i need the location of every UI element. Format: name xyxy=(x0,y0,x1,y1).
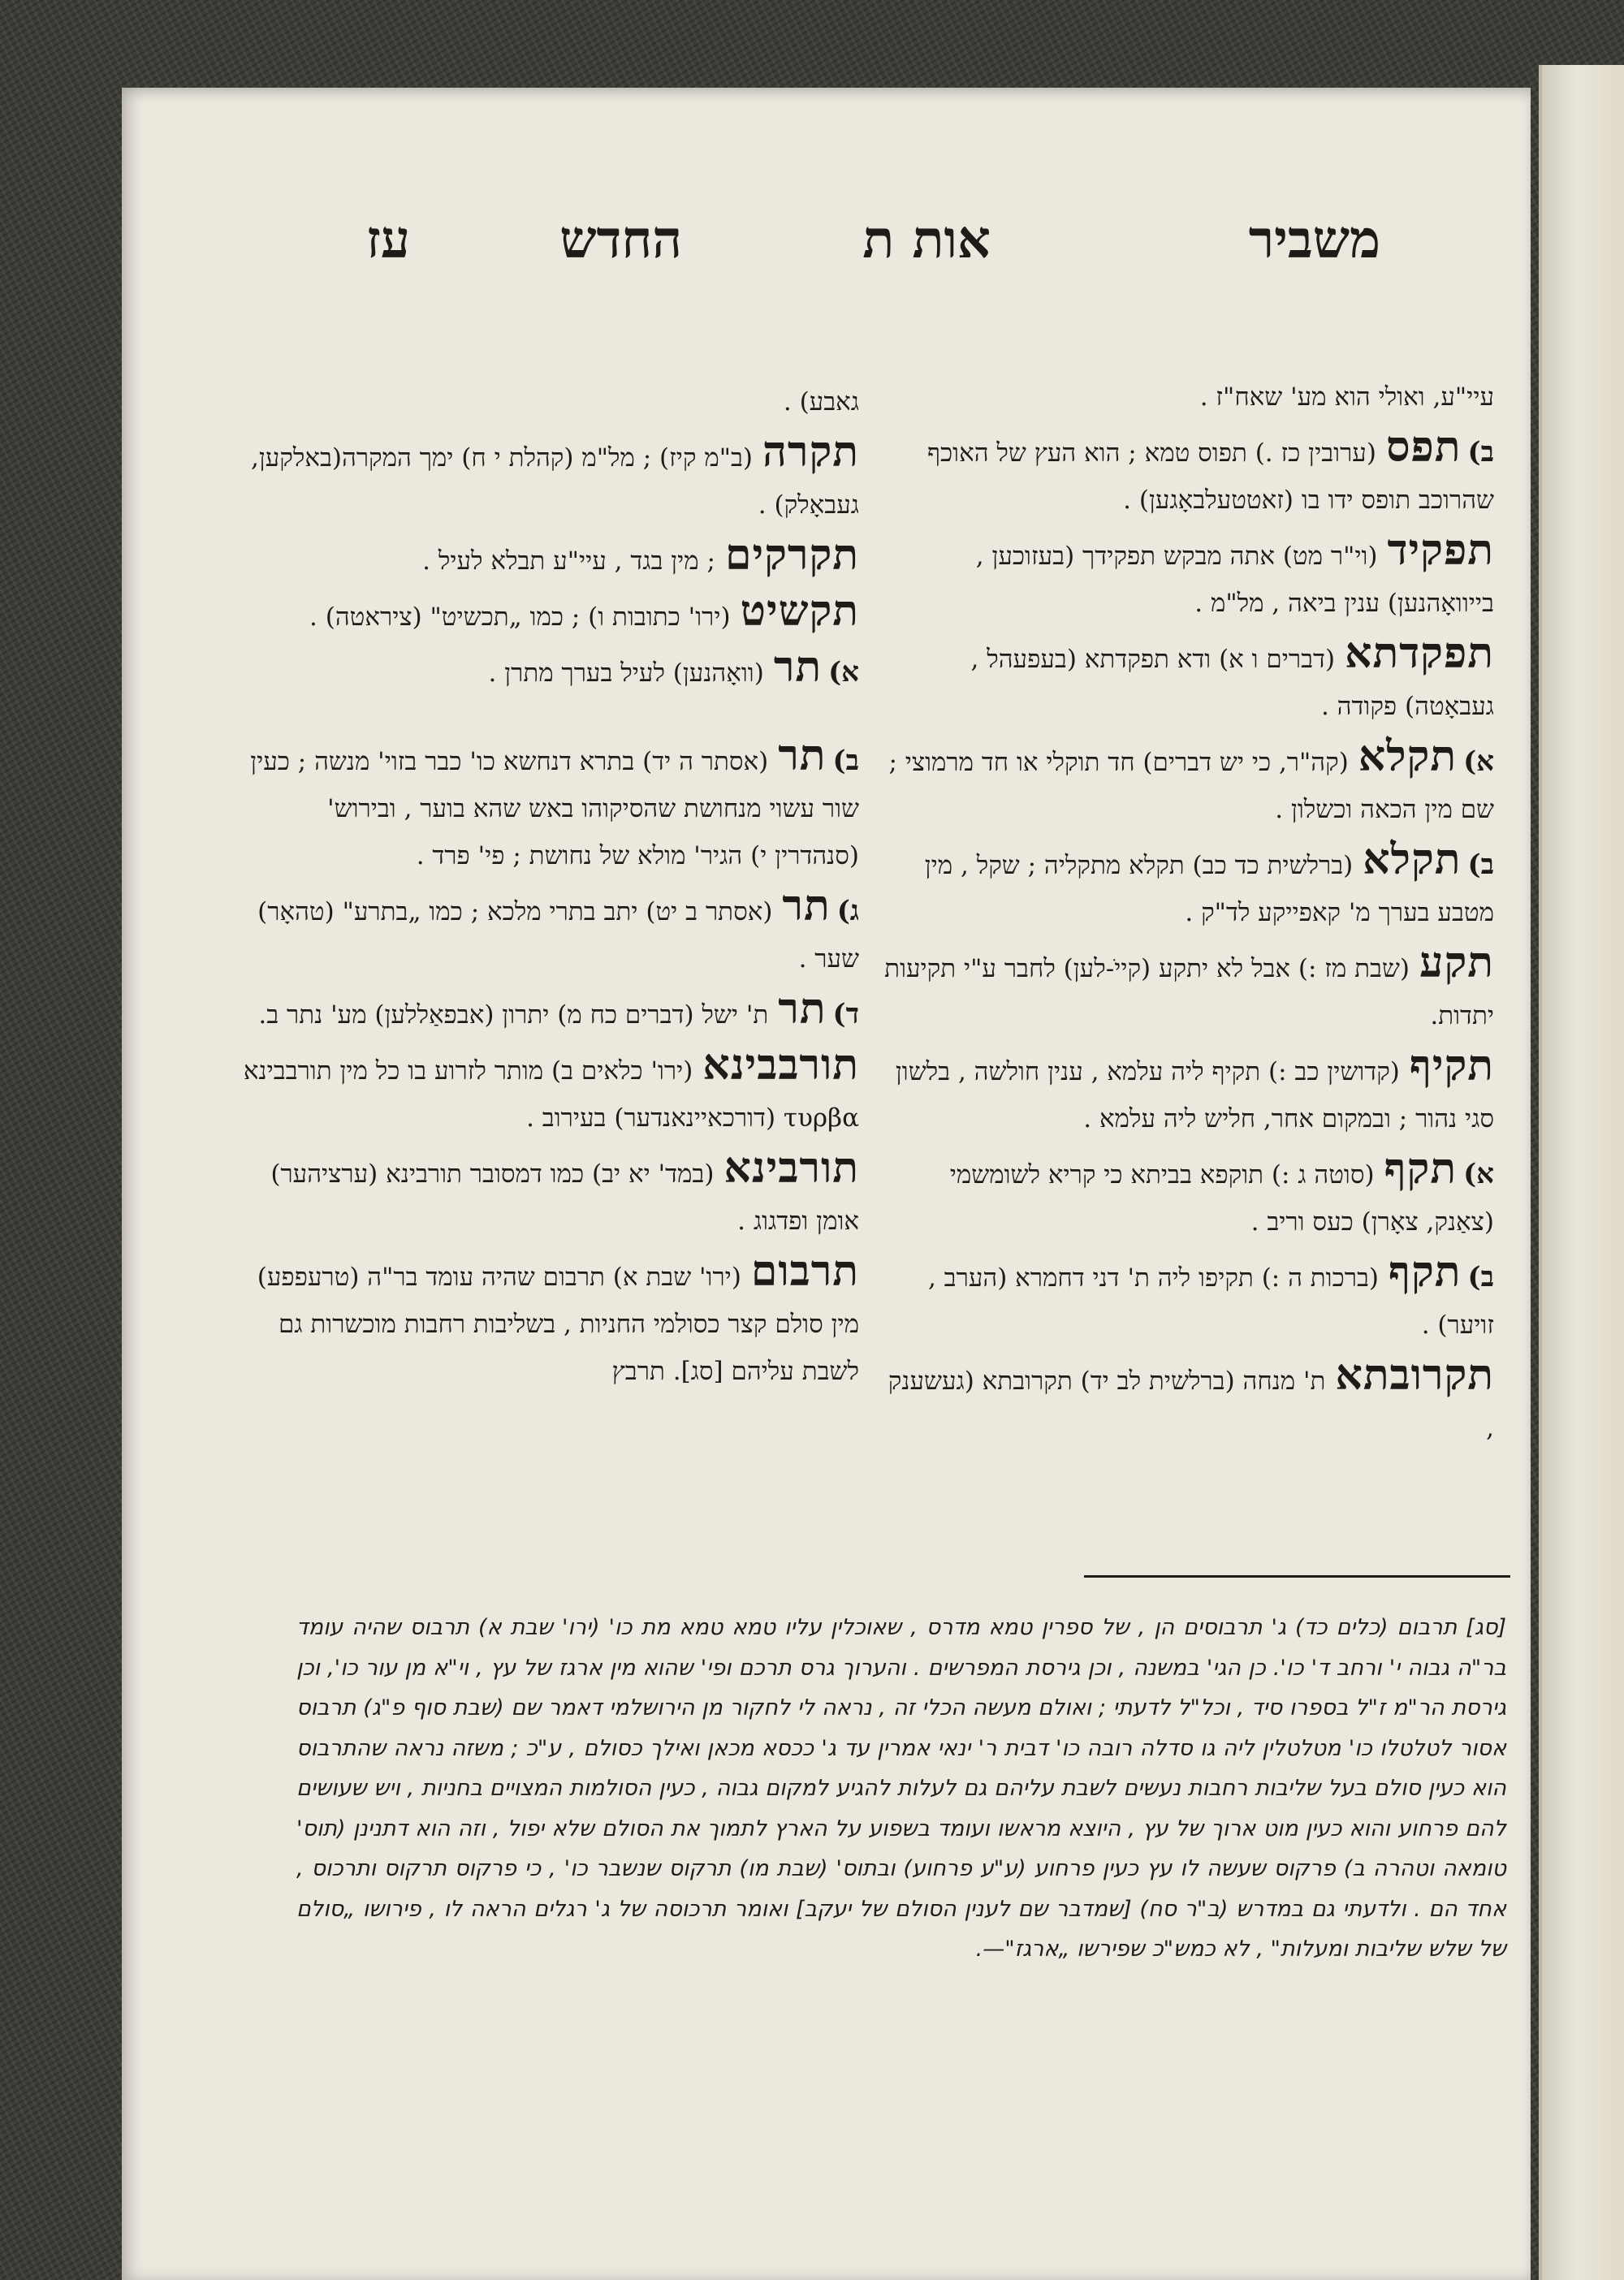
right-column xyxy=(881,374,1494,1455)
entry-definition: (וי"ר מט) אתה מבקש תפקידך (בעזוכען , בייוואָהנען) ענין ביאה , מל"מ . xyxy=(975,542,1494,618)
dictionary-entry xyxy=(242,532,859,585)
dictionary-entry xyxy=(881,1043,1494,1142)
entry-definition: (ירו' כתובות ו) ; כמו „תכשיט" (ציראטה) . xyxy=(309,602,731,632)
dictionary-entry xyxy=(881,939,1494,1039)
dictionary-entry xyxy=(881,630,1494,730)
dictionary-entry xyxy=(881,527,1494,627)
continued-text: גאבע) . xyxy=(783,387,859,417)
entry-headword: תקרקים xyxy=(725,530,859,580)
entry-headword: תפס xyxy=(1385,422,1462,472)
entry-headword: תקשיט xyxy=(740,586,859,636)
entry-definition: (קדושין כב :) תקיף ליה עלמא , ענין חולשה , בלשון סגי נהור ; ובמקום אחר, חליש ליה עלמא . xyxy=(895,1057,1494,1134)
dictionary-entry xyxy=(881,1146,1494,1246)
entry-headword: תקלא xyxy=(1363,835,1462,884)
entry-number: ב) xyxy=(1467,1261,1494,1293)
entry-number: ב) xyxy=(1467,436,1494,469)
entry-headword: תקלא xyxy=(1358,732,1458,781)
entry-gap xyxy=(242,700,859,732)
entry-headword: תקרובתא xyxy=(1335,1350,1494,1400)
entry-headword: תר xyxy=(778,984,827,1034)
entry-number: ב) xyxy=(832,745,859,777)
entry-headword: תקף xyxy=(1384,1144,1458,1194)
dictionary-entry xyxy=(242,588,859,641)
dictionary-entry xyxy=(242,429,859,529)
entry-headword: תפקדתא xyxy=(1345,628,1494,678)
entry-definition: (ברלשית כד כב) תקלא מתקליה ; שקל , מין מטבע בערך מ' קאפייקע לד"ק . xyxy=(924,851,1494,927)
entry-headword: תקע xyxy=(1419,938,1494,987)
entry-number: א) xyxy=(1463,745,1494,778)
entry-definition: (ירו' כלאים ב) מותר לזרוע בו כל מין תורבבינא τυρβα (דורכאיינאנדער) בעירוב . xyxy=(243,1056,859,1133)
entry-number: א) xyxy=(1463,1158,1494,1190)
entry-definition: (קה"ר, כי יש דברים) חד תוקלי או חד מרמוצי ; שם מין הכאה וכשלון . xyxy=(888,748,1494,824)
continued-text: עיי"ע, ואולי הוא מע' שאח"ז . xyxy=(1199,382,1494,412)
running-header xyxy=(309,200,1380,289)
entry-definition: (במד' יא יב) כמו דמסובר תורבינא (ערציהער) אומן ופדגוג . xyxy=(270,1159,859,1236)
dictionary-entry xyxy=(881,1249,1494,1349)
footnote-divider xyxy=(1084,1575,1510,1578)
dictionary-entry xyxy=(242,644,859,697)
dictionary-entry xyxy=(881,733,1494,833)
entry-definition: (דברים ו א) ודא תפקדתא (בעפעהל , געבאָטה) פקודה . xyxy=(970,645,1494,721)
entry-definition: ת' ישל (דברים כח מ) יתרון (אבפאַללען) מע' נתר ב. xyxy=(258,1000,769,1030)
dictionary-entry xyxy=(242,1042,859,1142)
book-subtitle: החדש xyxy=(559,209,682,270)
entry-headword: תפקיד xyxy=(1387,525,1494,575)
entry-headword: תר xyxy=(782,881,831,931)
book-page xyxy=(122,88,1531,2280)
entry-definition: ; מין בגד , עיי"ע תבלא לעיל . xyxy=(422,546,715,576)
dictionary-entry xyxy=(242,1145,859,1245)
entry-definition: (ב"מ קיז) ; מל"מ (קהלת י ח) ימך המקרה(באלקען, געבאָלק) . xyxy=(250,443,859,520)
entry-number: ב) xyxy=(1467,849,1494,881)
entry-headword: תרבום xyxy=(750,1246,859,1296)
page-number: עז xyxy=(365,209,410,270)
book-title: משביר xyxy=(1248,209,1380,270)
dictionary-entry xyxy=(242,1248,859,1395)
dictionary-entry xyxy=(242,986,859,1039)
left-column xyxy=(242,378,859,1398)
entry-definition: (סוטה ג :) תוקפא בביתא כי קריא לשומשמי (צאַנק, צאָרן) כעס וריב . xyxy=(949,1160,1494,1237)
dictionary-entry xyxy=(242,732,859,879)
entry-number: ד) xyxy=(832,998,859,1030)
entry-definition: (אסתר ה יד) בתרא דנחשא כו' כבר בזוי' מנשה ; כעין שור עשוי מנחושת שהסיקוהו באש שהא בוער , ובירוש' (סנהדרין י) הגיר' מולא של נחושת ; פי' פרד . xyxy=(250,747,859,870)
entry-definition: (ברכות ה :) תקיפו ליה ת' דני דחמרא (הערב , זויער) . xyxy=(927,1263,1494,1340)
section-title: אות ת xyxy=(862,209,991,270)
entry-definition: (אסתר ב יט) יתב בתרי מלכא ; כמו „בתרע" (טהאָר) שער . xyxy=(257,897,859,974)
entry-headword: תר xyxy=(778,731,827,780)
entry-definition: (ירו' שבת א) תרבום שהיה עומד בר"ה (טרעפפע) מין סולם קצר כסולמי החניות , בשליבות רחבות מוכשרות גם לשבת עליהם [סג]. תרבץ xyxy=(257,1263,859,1386)
entry-headword: תר xyxy=(773,642,823,692)
dictionary-entry xyxy=(242,883,859,982)
entry-definition: (ערובין כז .) תפוס טמא ; הוא העץ של האוכף שהרוכב תופס ידו בו (זאטטעלבאָגען) . xyxy=(926,438,1494,515)
entry-definition: (וואָהנען) לעיל בערך מתרן . xyxy=(488,659,764,688)
next-page-edge xyxy=(1539,65,1624,2280)
entry-definition: ת' מנחה (ברלשית לב יד) תקרובתא (געשענק , xyxy=(888,1367,1494,1443)
entry-headword: תורבבינא xyxy=(702,1040,859,1090)
dictionary-entry xyxy=(881,1352,1494,1452)
entry-number: ג) xyxy=(836,895,859,927)
entry-headword: תקף xyxy=(1389,1247,1462,1297)
footnote: [סג] תרבום (כלים כד) ג' תרבוסים הן , של ספרין טמא מדרס , שאוכלין עליו טמא טמא מת כו' (ירו' שבת א) תרבוס שהיה עומד בר"ה גבוה י' ורחב ד' כו'. כן הגי' במשנה , וכן גירסת המפרשים . והערוך גרס תרכם ופי' שהוא מין ארגז של עץ , וי"א מן עור כו', וכן גירסת הר"מ ז"ל בספרו סיד , וכל"ל לדעתי ; ואולם מעשה הכלי זה , נראה לי לחקור מן הירושלמי דאמר שם (שבת סוף פ"ג) תרבוס אסור לטלטלו כו' מטלטלין ליה גו סדלה רובה כו' דבית ר' ינאי אמרין עד ג' ככסא מכאן ואילך כסולם , ע"כ ; משזה נראה שהתרבוס הוא כעין סולם בעל שליבות רחבות נעשים לשבת עליהם גם לעלות להגיע למקום גבוה , כעין הסולמות המצויים בחניות , ויש שעושים להם פרחוע והוא כעין מוט ארוך של עץ , היוצא מראשו ועומד בשפוע על הארץ לתמוך את הסולם שלא יפול , וזה הוא דתנינן (תוס' טומאה וטהרה ב) פרקוס שעשה לו עץ כעין פרחוע (ע"ע פרחוע) ובתוס' (שבת מו) תרקוס שנשבר כו' , כי פרקוס תרקוס ותרכוס , אחד הם . ולדעתי גם במדרש (ב"ר סח) [שמדבר שם לענין הסולם של יעקב] ואומר תרכוסה של ג' רגלים הראה לו , פירושו „סולם של שלש שליבות ומעלות" , לא כמש"כ שפירשו „ארגז"—. xyxy=(296,1615,1506,1962)
entry-headword: תורבינא xyxy=(723,1143,859,1193)
entry-headword: תקיף xyxy=(1409,1041,1494,1090)
entry-definition: (שבת מז :) אבל לא יתקע (קייׂ-לען) לחבר ע"י תקיעות יתדות. xyxy=(884,954,1494,1030)
dictionary-entry xyxy=(881,424,1494,524)
entry-number: א) xyxy=(828,656,859,689)
entry-headword: תקרה xyxy=(762,427,859,477)
dictionary-entry xyxy=(881,836,1494,936)
